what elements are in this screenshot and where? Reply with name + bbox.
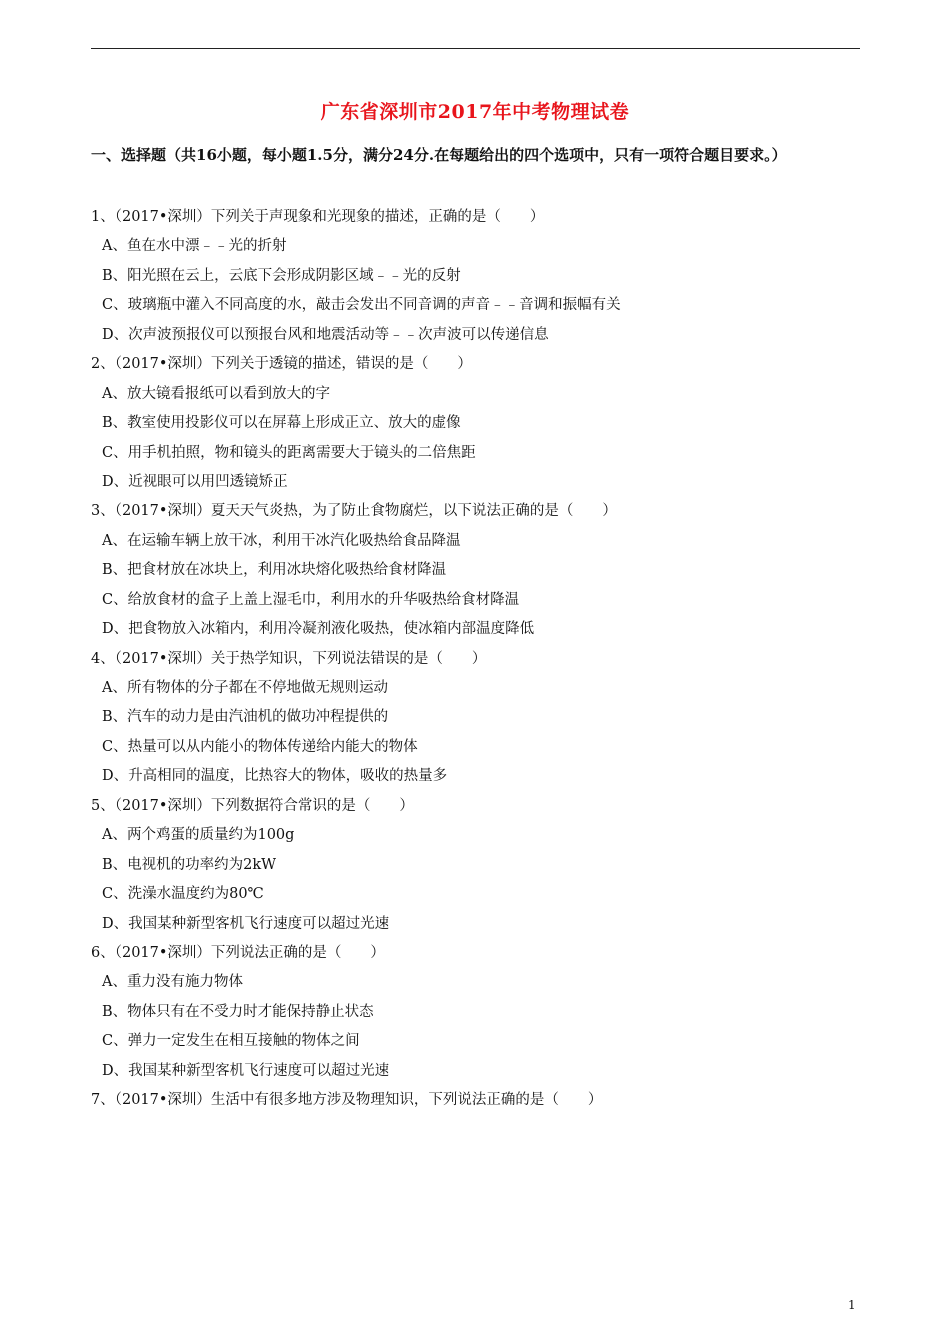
page-number: 1 <box>848 1298 856 1312</box>
question-1-option-a: A、鱼在水中漂﹣﹣光的折射 <box>102 238 287 255</box>
question-3-option-c: C、给放食材的盒子上盖上湿毛巾，利用水的升华吸热给食材降温 <box>102 591 520 608</box>
question-1-stem: 1、（2017•深圳）下列关于声现象和光现象的描述，正确的是（ ） <box>91 209 545 225</box>
question-4-option-b: B、汽车的动力是由汽油机的做功冲程提供的 <box>102 709 389 726</box>
question-list <box>91 203 861 1116</box>
question-4-option-a: A、所有物体的分子都在不停地做无规则运动 <box>102 680 388 696</box>
question-5-option-d: D、我国某种新型客机飞行速度可以超过光速 <box>102 915 390 932</box>
question-6-option-c: C、弹力一定发生在相互接触的物体之间 <box>102 1033 360 1050</box>
question-6-option-a: A、重力没有施力物体 <box>102 974 243 991</box>
question-5-option-a: A、两个鸡蛋的质量约为100g <box>102 827 295 844</box>
question-3-option-a: A、在运输车辆上放干冰，利用干冰汽化吸热给食品降温 <box>102 532 461 549</box>
question-4-stem: 4、（2017•深圳）关于热学知识，下列说法错误的是（ ） <box>91 650 487 667</box>
question-3-option-d: D、把食物放入冰箱内，利用冷凝剂液化吸热，使冰箱内部温度降低 <box>102 621 535 638</box>
question-4-option-d: D、升高相同的温度，比热容大的物体，吸收的热量多 <box>102 768 448 785</box>
question-5-stem: 5、（2017•深圳）下列数据符合常识的是（ ） <box>91 797 414 814</box>
question-7-stem: 7、（2017•深圳）生活中有很多地方涉及物理知识，下列说法正确的是（ ） <box>91 1092 603 1109</box>
page-title: 广东省深圳市2017年中考物理试卷 <box>320 101 630 123</box>
question-6-option-d: D、我国某种新型客机飞行速度可以超过光速 <box>102 1062 390 1079</box>
question-2-option-d: D、近视眼可以用凹透镜矫正 <box>102 473 288 490</box>
question-5-option-c: C、洗澡水温度约为80℃ <box>102 886 264 903</box>
question-1-option-b: B、阳光照在云上，云底下会形成阴影区域﹣﹣光的反射 <box>102 267 461 284</box>
question-5-option-b: B、电视机的功率约为2kW <box>102 856 277 873</box>
question-2-stem: 2、（2017•深圳）下列关于透镜的描述，错误的是（ ） <box>91 356 472 373</box>
question-1-option-d: D、次声波预报仪可以预报台风和地震活动等﹣﹣次声波可以传递信息 <box>102 326 549 343</box>
question-4-option-c: C、热量可以从内能小的物体传递给内能大的物体 <box>102 738 418 755</box>
question-2-option-b: B、教室使用投影仪可以在屏幕上形成正立、放大的虚像 <box>102 415 461 432</box>
question-3-option-b: B、把食材放在冰块上，利用冰块熔化吸热给食材降温 <box>102 562 447 579</box>
question-3-stem: 3、（2017•深圳）夏天天气炎热，为了防止食物腐烂，以下说法正确的是（ ） <box>91 503 617 520</box>
question-2-option-c: C、用手机拍照，物和镜头的距离需要大于镜头的二倍焦距 <box>102 444 476 461</box>
header-rule <box>91 48 860 49</box>
question-2-option-a: A、放大镜看报纸可以看到放大的字 <box>102 385 330 402</box>
section-heading: 一、选择题（共16小题，每小题1.5分，满分24分.在每题给出的四个选项中，只有一项符合题目要求。） <box>91 146 787 164</box>
question-1-option-c: C、玻璃瓶中灌入不同高度的水，敲击会发出不同音调的声音﹣﹣音调和振幅有关 <box>102 297 621 314</box>
question-6-option-b: B、物体只有在不受力时才能保持静止状态 <box>102 1003 374 1020</box>
question-6-stem: 6、（2017•深圳）下列说法正确的是（ ） <box>91 944 385 961</box>
